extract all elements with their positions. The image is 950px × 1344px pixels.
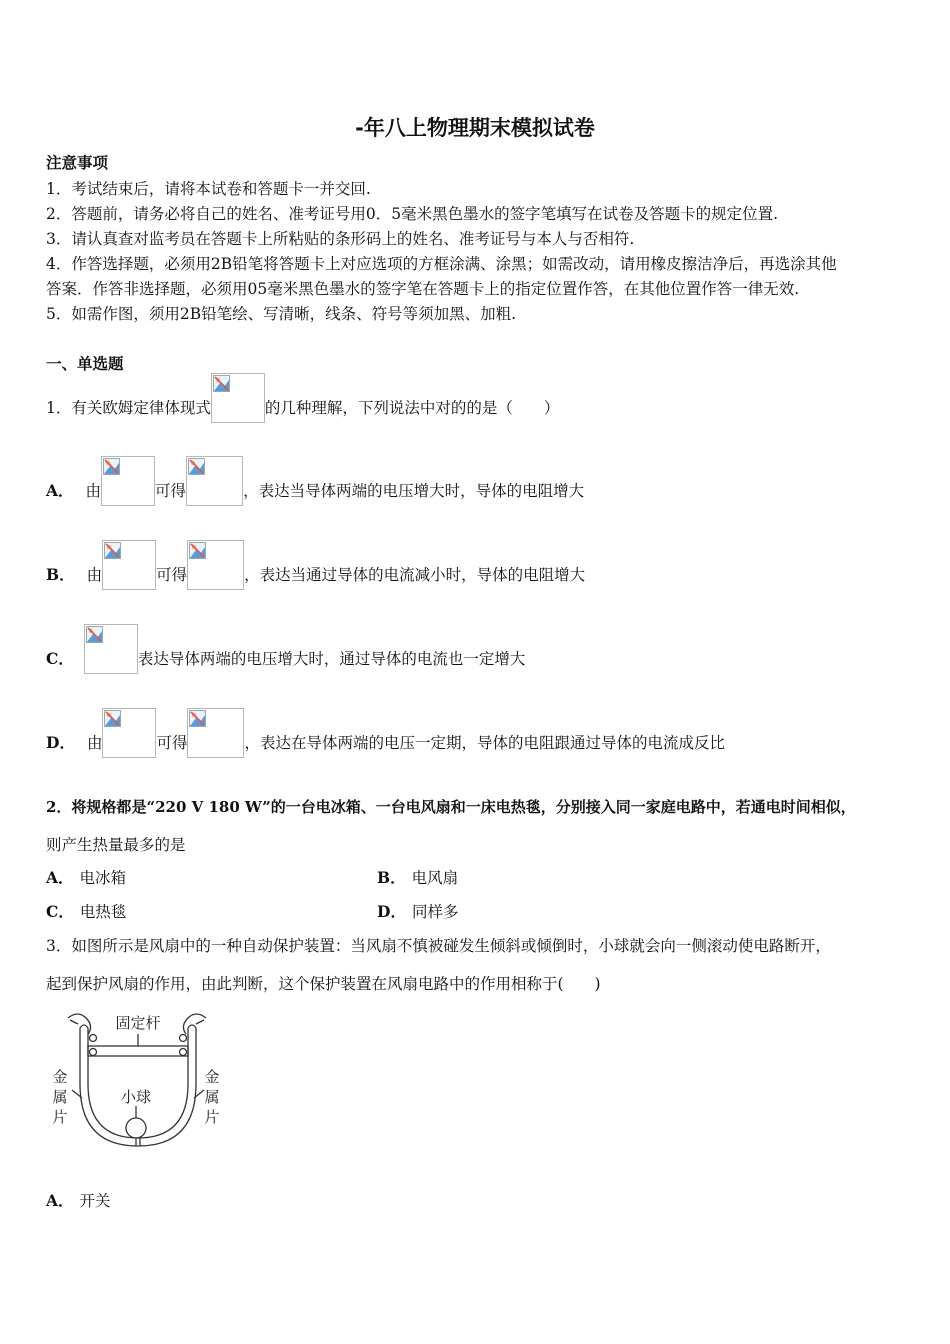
option-d[interactable]: [377, 900, 458, 922]
option-b[interactable]: [46, 540, 585, 590]
option-label: B．: [377, 868, 406, 887]
option-c[interactable]: [46, 900, 126, 922]
notice-item: 答案．作答非选择题，必须用05毫米黑色墨水的签字笔在答题卡上的指定位置作答，在其他位置作答一律无效.: [46, 280, 800, 298]
notice-item: 3．请认真查对监考员在答题卡上所粘贴的条形码上的姓名、准考证号与本人与否相符.: [46, 230, 635, 248]
option-d[interactable]: [46, 708, 725, 758]
ball-label: 小球: [120, 1088, 152, 1106]
formula-image-placeholder: [102, 708, 156, 758]
option-label: C．: [46, 649, 74, 668]
option-a[interactable]: [46, 866, 126, 888]
left-sheet-label: 片: [52, 1108, 68, 1126]
option-text: 表达导体两端的电压增大时，通过导体的电流也一定增大: [137, 650, 526, 668]
option-label: D．: [377, 902, 406, 921]
option-label: A．: [46, 868, 74, 887]
right-sheet-label: 金: [204, 1068, 220, 1086]
formula-image-placeholder: [186, 456, 243, 506]
option-text: 电冰箱: [79, 869, 127, 887]
broken-image-icon: [103, 458, 120, 475]
notice-heading: 注意事项: [46, 153, 109, 172]
option-c[interactable]: [46, 624, 525, 674]
question-1-stem: [46, 373, 559, 423]
broken-image-icon: [86, 626, 103, 643]
question-3-stem: 3．如图所示是风扇中的一种自动保护装置：当风扇不慎被碰发生倾斜或倾倒时，小球就会向一侧滚动使电路断开，: [46, 937, 831, 955]
formula-image-placeholder: [102, 540, 156, 590]
question-2-stem-cont: 则产生热量最多的是: [46, 836, 186, 854]
formula-image-placeholder: [187, 708, 244, 758]
fan-protection-device-diagram: [48, 1006, 228, 1156]
option-label: A．: [46, 481, 74, 500]
stem-text: 1．有关欧姆定律体现式: [46, 399, 211, 417]
option-text: 可得: [155, 482, 187, 500]
option-text: 可得: [156, 566, 188, 584]
notice-item: 1．考试结束后，请将本试卷和答题卡一并交回.: [46, 180, 371, 198]
formula-image-placeholder: [101, 456, 155, 506]
option-label: B．: [46, 565, 75, 584]
broken-image-icon: [104, 542, 121, 559]
option-b[interactable]: [377, 866, 458, 888]
option-text: 电热毯: [79, 903, 127, 921]
rod-label: 固定杆: [115, 1014, 161, 1032]
option-text: 开关: [79, 1192, 111, 1210]
option-text: ，表达当通过导体的电流减小时，导体的电阻增大: [244, 566, 586, 584]
section-heading: 一、单选题: [46, 354, 124, 373]
left-sheet-label: 金: [52, 1068, 68, 1086]
broken-image-icon: [189, 710, 206, 727]
page-title: -年八上物理期末模拟试卷: [355, 116, 595, 140]
broken-image-icon: [189, 542, 206, 559]
formula-image-placeholder: [187, 540, 244, 590]
question-3-stem-cont: 起到保护风扇的作用，由此判断，这个保护装置在风扇电路中的作用相称于( ): [46, 975, 601, 993]
broken-image-icon: [104, 710, 121, 727]
option-text: ，表达当导体两端的电压增大时，导体的电阻增大: [243, 482, 585, 500]
option-label: D．: [46, 733, 75, 752]
option-text: 由: [86, 566, 103, 584]
stem-text: 的几种理解，下列说法中对的的是（ ）: [264, 399, 560, 417]
option-label: A．: [46, 1191, 74, 1210]
formula-image-placeholder: [211, 373, 265, 423]
option-text: 同样多: [411, 903, 459, 921]
right-sheet-label: 属: [204, 1088, 220, 1106]
option-text: ，表达在导体两端的电压一定期，导体的电阻跟通过导体的电流成反比: [244, 734, 725, 752]
option-text: 由: [85, 482, 102, 500]
notice-item: 4．作答选择题，必须用2B铅笔将答题卡上对应选项的方框涂满、涂黑；如需改动，请用橡皮擦洁净后，再选涂其他: [46, 255, 837, 273]
option-text: 电风扇: [411, 869, 459, 887]
option-text: 由: [86, 734, 103, 752]
option-a[interactable]: [46, 1189, 111, 1211]
left-sheet-label: 属: [52, 1088, 68, 1106]
broken-image-icon: [188, 458, 205, 475]
formula-image-placeholder: [84, 624, 138, 674]
question-2-stem: 2．将规格都是“220 V 180 W”的一台电冰箱、一台电风扇和一床电热毯，分别接入同一家庭电路中，若通电时间相似，: [46, 798, 856, 816]
broken-image-icon: [213, 375, 230, 392]
notice-item: 5．如需作图，须用2B铅笔绘、写清晰，线条、符号等须加黑、加粗.: [46, 305, 517, 323]
right-sheet-label: 片: [204, 1108, 220, 1126]
notice-item: 2．答题前，请务必将自己的姓名、准考证号用0．5毫米黑色墨水的签字笔填写在试卷及答题卡的规定位置.: [46, 205, 779, 223]
option-text: 可得: [156, 734, 188, 752]
option-label: C．: [46, 902, 74, 921]
option-a[interactable]: [46, 456, 584, 506]
